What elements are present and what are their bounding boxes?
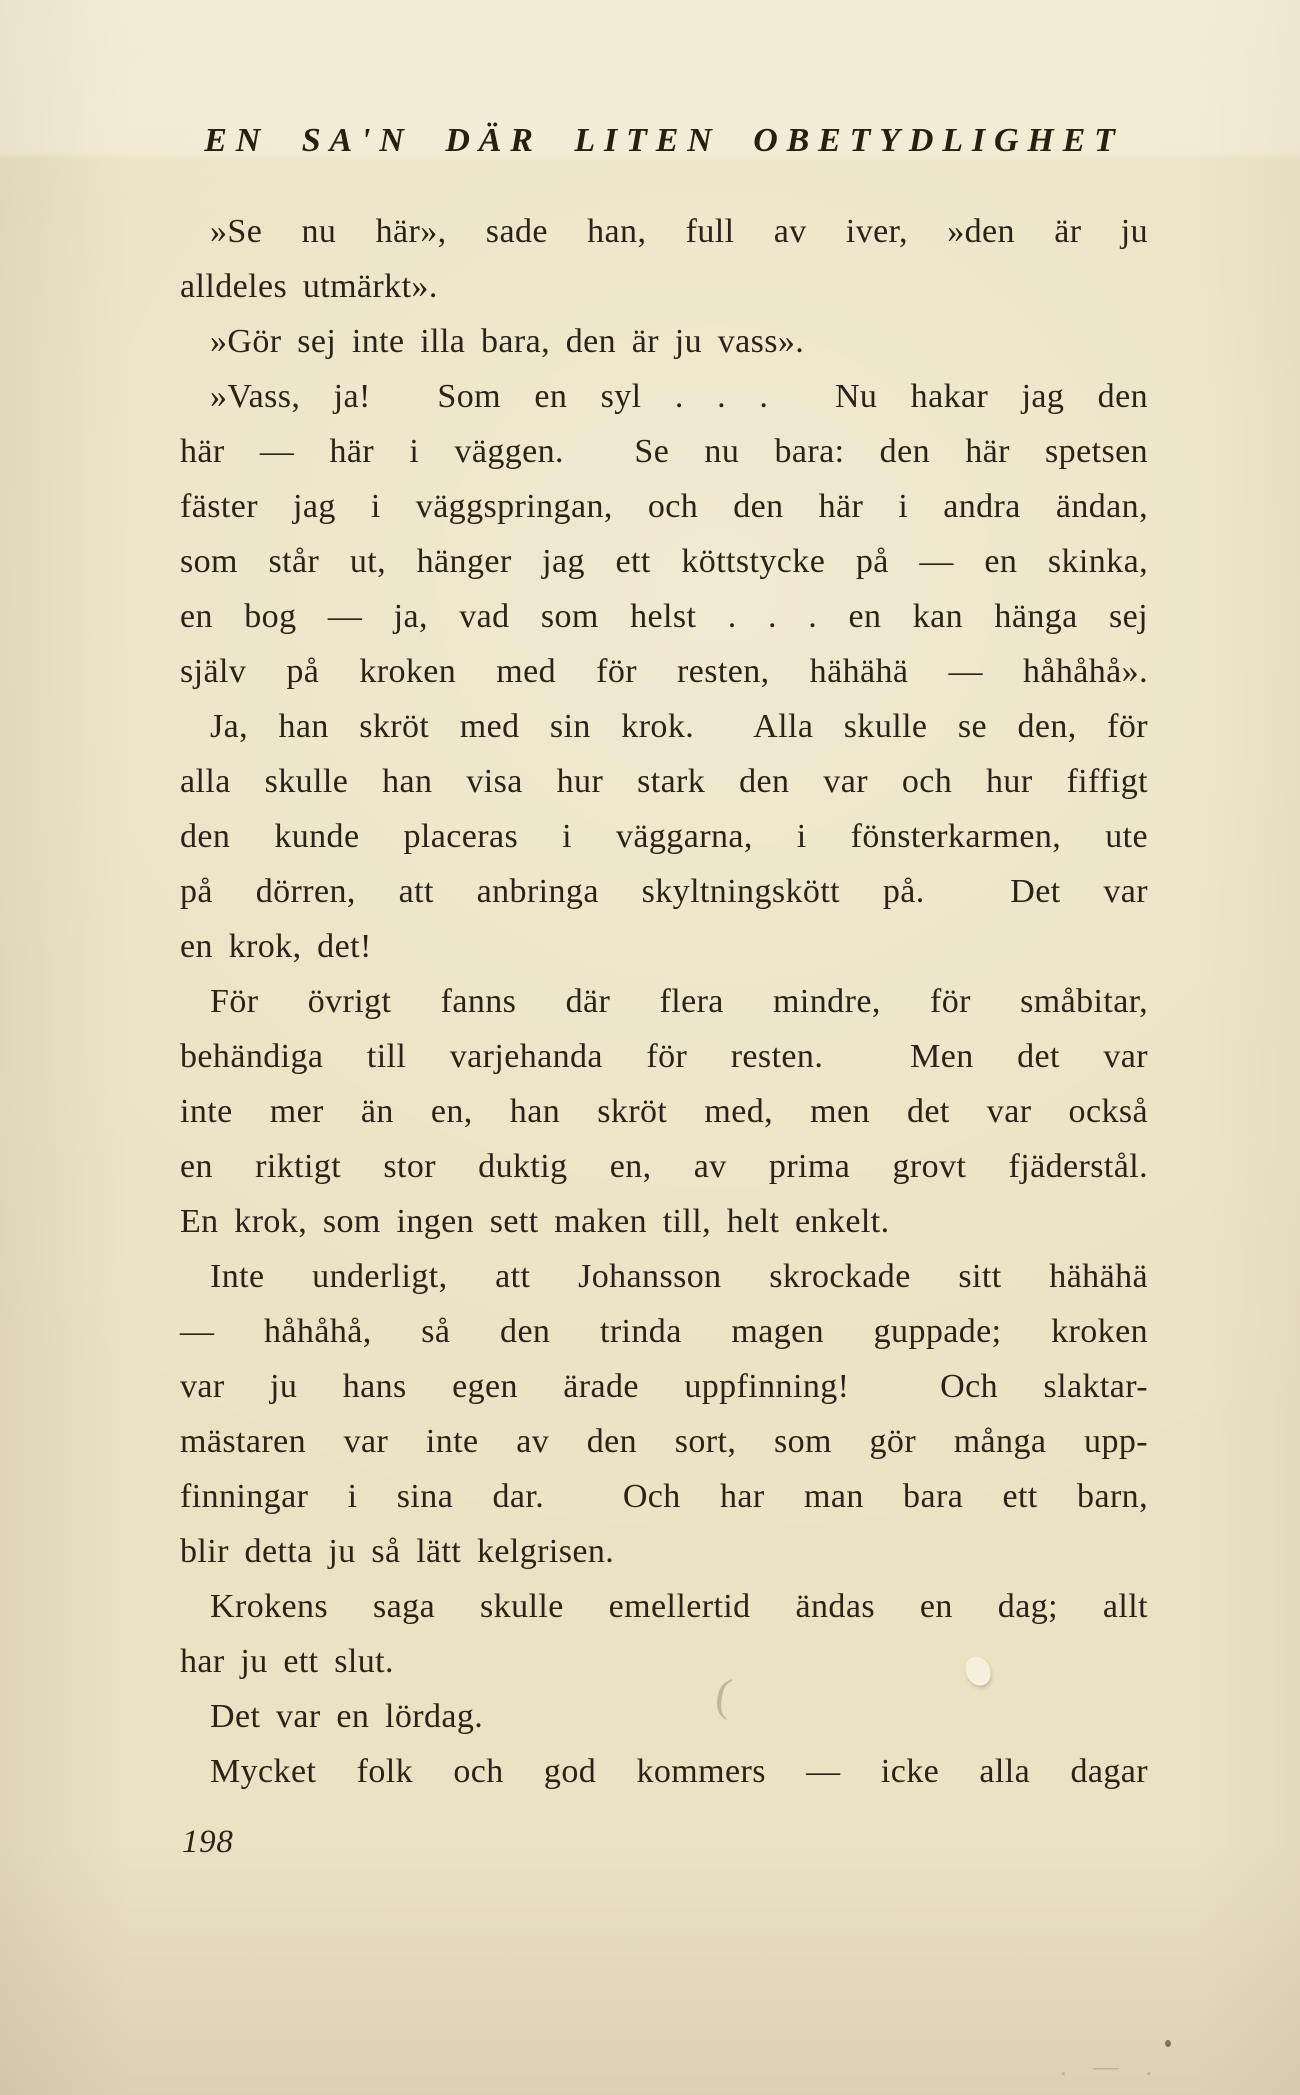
text-line: — håhåhå, så den trinda magen guppade; kroken xyxy=(180,1313,1148,1350)
body-text xyxy=(180,204,1148,1799)
text-line: som står ut, hänger jag ett köttstycke på — en skinka, xyxy=(180,543,1148,580)
text-line: blir detta ju så lätt kelgrisen. xyxy=(180,1533,615,1570)
text-line: alldeles utmärkt». xyxy=(180,268,438,305)
paper-speck xyxy=(1165,2040,1171,2047)
text-line: Krokens saga skulle emellertid ändas en dag; allt xyxy=(210,1588,1148,1625)
text-line: Mycket folk och god kommers — icke alla dagar xyxy=(210,1753,1148,1790)
text-line: här — här i väggen. Se nu bara: den här spetsen xyxy=(180,433,1148,470)
text-line: fäster jag i väggspringan, och den här i andra ändan, xyxy=(180,488,1148,525)
chapter-header: EN SA'N DÄR LITEN OBETYDLIGHET xyxy=(204,122,1124,159)
text-line: Det var en lördag. xyxy=(210,1698,484,1735)
text-line: Inte underligt, att Johansson skrockade sitt hähähä xyxy=(210,1258,1148,1295)
pencil-mark: ( xyxy=(712,1668,735,1721)
text-line: själv på kroken med för resten, hähähä — håhåhå». xyxy=(180,653,1148,690)
page-number: 198 xyxy=(182,1824,234,1860)
text-line: »Se nu här», sade han, full av iver, »den är ju xyxy=(210,213,1148,250)
text-line: mästaren var inte av den sort, som gör många upp- xyxy=(180,1423,1148,1460)
text-line: den kunde placeras i väggarna, i fönsterkarmen, ute xyxy=(180,818,1148,855)
text-line: var ju hans egen ärade uppfinning! Och slaktar- xyxy=(180,1368,1148,1405)
text-line: »Vass, ja! Som en syl . . . Nu hakar jag den xyxy=(210,378,1148,415)
text-line: behändiga till varjehanda för resten. Men det var xyxy=(180,1038,1148,1075)
text-line: en krok, det! xyxy=(180,928,372,965)
text-line: har ju ett slut. xyxy=(180,1643,394,1680)
text-line: finningar i sina dar. Och har man bara ett barn, xyxy=(180,1478,1148,1515)
text-line: en bog — ja, vad som helst . . . en kan hänga sej xyxy=(180,598,1148,635)
text-line: »Gör sej inte illa bara, den är ju vass». xyxy=(210,323,805,360)
text-line: Ja, han skröt med sin krok. Alla skulle se den, för xyxy=(210,708,1148,745)
text-line: på dörren, att anbringa skyltningskött på. Det var xyxy=(180,873,1148,910)
text-line: en riktigt stor duktig en, av prima grovt fjäderstål. xyxy=(180,1148,1148,1185)
text-line: För övrigt fanns där flera mindre, för småbitar, xyxy=(210,983,1148,1020)
text-line: En krok, som ingen sett maken till, helt enkelt. xyxy=(180,1203,890,1240)
text-line: alla skulle han visa hur stark den var och hur fiffigt xyxy=(180,763,1148,800)
text-line: inte mer än en, han skröt med, men det var också xyxy=(180,1093,1148,1130)
paper-smudge: . — . xyxy=(1060,2052,1162,2081)
